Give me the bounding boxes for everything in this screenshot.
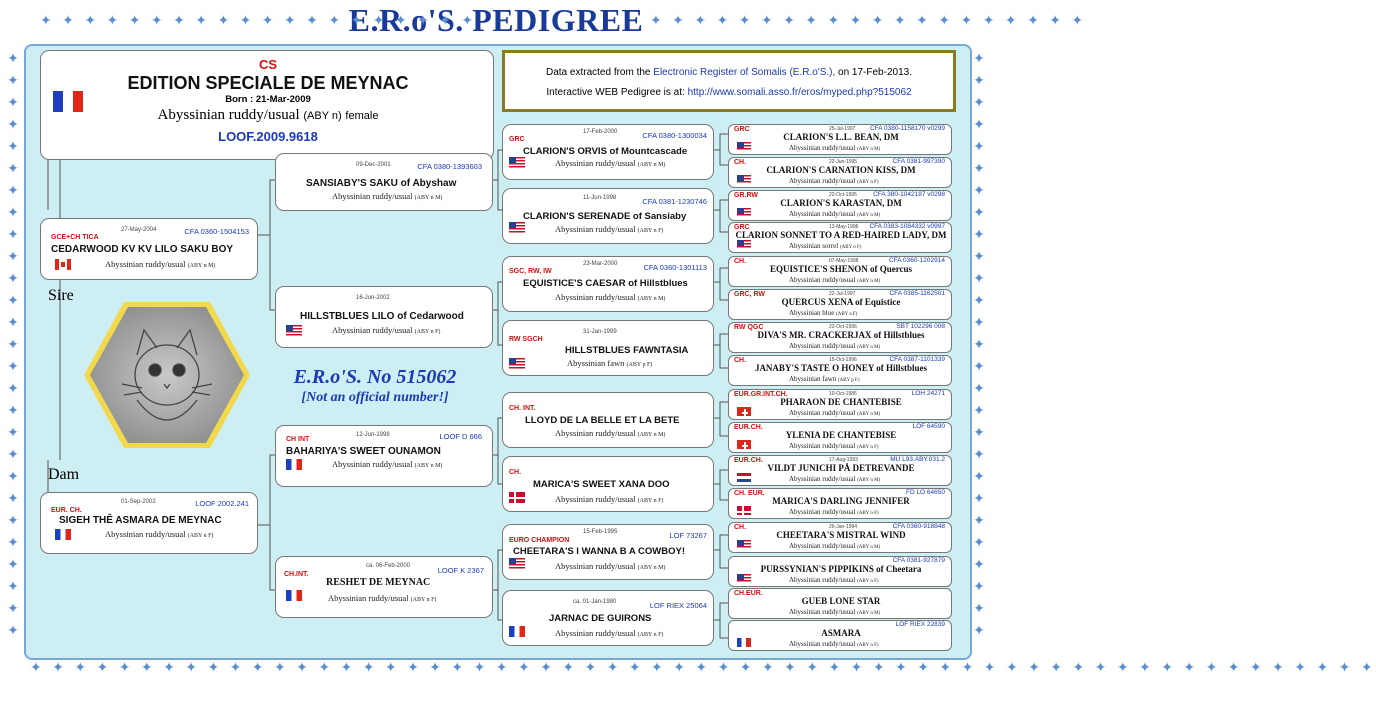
great-grandparent-card[interactable]: [502, 124, 714, 180]
left-ornament: ✦ ✦ ✦ ✦ ✦ ✦ ✦ ✦ ✦ ✦ ✦ ✦ ✦ ✦ ✦ ✦ ✦ ✦ ✦ ✦ ✦ ✦ ✦ ✦ ✦ ✦ ✦: [7, 51, 19, 639]
info-line-1: [505, 67, 953, 78]
breed: Abyssinian ruddy/usual (ABY n M): [555, 561, 666, 571]
breed: Abyssinian ruddy/usual (ABY n F): [555, 494, 664, 504]
birth-date: 26-Jan-1994: [829, 524, 858, 530]
breed: Abyssinian fawn (ABY p F): [567, 358, 653, 368]
header-ornament-right: ✦ ✦ ✦ ✦ ✦ ✦ ✦ ✦ ✦ ✦ ✦ ✦ ✦ ✦ ✦ ✦ ✦ ✦ ✦ ✦: [650, 13, 1087, 29]
dam-birth-date: 01-Sep-2002: [121, 499, 156, 505]
birth-date: 22-Oct-1996: [829, 324, 857, 330]
birth-date: 22-Oct-1995: [829, 192, 857, 198]
title: GRC: [509, 136, 525, 143]
birth-date: 15-Feb-1995: [583, 529, 618, 535]
switzerland-flag-icon: [737, 440, 751, 449]
birth-date: 11-Jun-1998: [583, 195, 617, 201]
cat-name: QUERCUS XENA of Equistice: [781, 297, 901, 307]
birth-date: ca. 06-Feb-2000: [366, 563, 411, 569]
breed: Abyssinian sorrel (ABY o F): [789, 242, 862, 250]
registration: LOOF D 666: [439, 432, 482, 441]
cat-name: GUEB LONE STAR: [801, 596, 881, 606]
sire-label: Sire: [48, 287, 74, 304]
breed: Abyssinian ruddy/usual (ABY n M): [789, 342, 881, 350]
breed: Abyssinian ruddy/usual (ABY n F): [555, 224, 664, 234]
ancestor-card[interactable]: [728, 289, 952, 320]
birth-date: 10-Oct-1986: [829, 391, 857, 397]
info-line1-suffix: on 17-Feb-2013.: [838, 67, 912, 78]
registration: LOF RIEX 22839: [895, 621, 945, 628]
cat-name: EQUISTICE'S SHENON of Quercus: [769, 264, 913, 274]
ancestor-card[interactable]: [728, 588, 952, 619]
cat-name: CLARION'S CARNATION KISS, DM: [766, 165, 916, 175]
ancestor-card[interactable]: [728, 488, 952, 519]
birth-date: ca. 01-Jan-1980: [573, 599, 617, 605]
sire-name: CEDARWOOD KV KV LILO SAKU BOY: [51, 244, 234, 255]
registration: CFA 0360-1301113: [643, 263, 707, 272]
cat-name: ASMARA: [821, 628, 861, 638]
cat-name: CLARION'S SERENADE of Sansiaby: [523, 211, 687, 222]
cat-name: CLARION'S ORVIS of Mountcascade: [523, 146, 688, 157]
dam-registration: LOOF 2002.241: [195, 499, 249, 508]
birth-date: 07-May-1998: [829, 258, 859, 264]
usa-flag-icon: [737, 540, 751, 549]
ancestor-card[interactable]: [728, 620, 952, 651]
great-grandparent-card[interactable]: [502, 456, 714, 512]
pedigree-title: E.R.o'S. PEDIGREE: [348, 2, 644, 38]
title: EUR.CH.: [734, 424, 763, 431]
france-flag-icon: [286, 590, 302, 601]
breed: Abyssinian blue (ABY a F): [789, 309, 858, 317]
dam-breed: Abyssinian ruddy/usual (ABY n F): [105, 529, 214, 539]
cat-name: PHARAON DE CHANTEBISE: [780, 397, 902, 407]
cat-name: JARNAC DE GUIRONS: [549, 613, 652, 624]
title: RW QGC: [734, 324, 764, 331]
birth-date: 12-Jun-1998: [356, 432, 390, 438]
breed: Abyssinian ruddy/usual (ABY n F): [555, 628, 664, 638]
title: CH. INT.: [509, 405, 536, 412]
sire-card[interactable]: [40, 218, 258, 280]
sire-breed: Abyssinian ruddy/usual (ABY n M): [105, 259, 216, 269]
birth-date: 17-Aug-1993: [829, 457, 858, 463]
breed: Abyssinian ruddy/usual (ABY n F): [789, 640, 879, 648]
info-line1-prefix: Data extracted from the: [546, 67, 651, 78]
denmark-flag-icon: [737, 506, 751, 515]
ancestor-card[interactable]: [728, 422, 952, 453]
title: CH.: [734, 258, 747, 265]
registration: CFA 0360-918848: [892, 523, 945, 530]
breed: Abyssinian fawn (ABY p F): [789, 375, 860, 383]
breed: Abyssinian ruddy/usual (ABY n M): [332, 191, 443, 201]
dam-card[interactable]: [40, 492, 258, 554]
france-flag-icon: [509, 626, 525, 637]
subject-ems: (ABY n): [303, 110, 342, 122]
grandparent-card[interactable]: [275, 153, 493, 211]
registration: CFA 0380-1300034: [642, 131, 707, 140]
info-line2-prefix: Interactive WEB Pedigree is at:: [546, 87, 685, 98]
subject-name: EDITION SPECIALE DE MEYNAC: [127, 73, 409, 93]
breed: Abyssinian ruddy/usual (ABY n M): [555, 428, 666, 438]
sire-title: GCE+CH TICA: [51, 234, 99, 241]
title: CH.: [509, 469, 522, 476]
france-flag-icon: [286, 459, 302, 470]
grandparent-card[interactable]: [275, 286, 493, 348]
usa-flag-icon: [509, 358, 525, 369]
ancestor-card[interactable]: [728, 222, 952, 253]
canada-flag-icon: [55, 259, 71, 270]
ancestor-card[interactable]: [728, 157, 952, 188]
birth-date: 13-May-1996: [829, 224, 859, 230]
birth-date: 16-Jun-2002: [356, 295, 390, 301]
grandparent-card[interactable]: [275, 425, 493, 487]
cat-photo: [82, 300, 252, 450]
birth-date: 31-Jan-1999: [583, 329, 617, 335]
title: EURO CHAMPION: [509, 537, 570, 544]
cat-name: CLARION'S KARASTAN, DM: [780, 198, 902, 208]
footer-ornament: ✦ ✦ ✦ ✦ ✦ ✦ ✦ ✦ ✦ ✦ ✦ ✦ ✦ ✦ ✦ ✦ ✦ ✦ ✦ ✦ ✦ ✦ ✦ ✦ ✦ ✦ ✦ ✦ ✦ ✦ ✦ ✦ ✦ ✦ ✦ ✦ ✦ ✦ ✦ ✦ ✦ ✦ ✦ ✦ ✦ ✦ ✦ ✦ ✦ ✦ ✦ ✦ ✦ ✦ ✦ ✦ ✦ ✦ ✦ ✦ ✦: [30, 660, 1376, 676]
dam-name: SIGEH THÊ ASMARA DE MEYNAC: [59, 515, 222, 526]
eros-link[interactable]: Electronic Register of Somalis (E.R.o'S.),: [653, 67, 836, 78]
subject-breed-line: [41, 107, 495, 124]
title: GRC: [734, 224, 750, 231]
registration: LOH 24271: [911, 390, 945, 397]
cat-name: HILLSTBLUES LILO of Cedarwood: [300, 311, 464, 322]
usa-flag-icon: [737, 574, 751, 583]
france-flag-icon: [737, 638, 751, 647]
title: CH.: [734, 524, 747, 531]
title: CH.: [734, 159, 747, 166]
usa-flag-icon: [737, 208, 751, 217]
birth-date: 22-Jul-1997: [829, 291, 856, 297]
title: EUR.GR.INT.CH.: [734, 391, 788, 398]
breed: Abyssinian ruddy/usual (ABY n M): [555, 158, 666, 168]
usa-flag-icon: [737, 240, 751, 249]
cat-name: HILLSTBLUES FAWNTASIA: [565, 345, 689, 356]
cat-name: CHEETARA'S MISTRAL WIND: [776, 530, 906, 540]
title: CH INT: [286, 436, 310, 443]
cat-name: MARICA'S DARLING JENNIFER: [772, 496, 910, 506]
cat-name: DIVA'S MR. CRACKERJAX of Hillstblues: [757, 330, 925, 340]
registration: CFA 0385-1162501: [889, 290, 945, 297]
registration: CFA 0381-1230746: [642, 197, 707, 206]
cat-name: SANSIABY'S SAKU of Abyshaw: [306, 178, 457, 189]
title: GR.RW: [734, 192, 758, 199]
registration: LOOF K 2367: [437, 566, 484, 575]
great-grandparent-card[interactable]: [502, 188, 714, 244]
registration: CFA 0381-927879: [892, 557, 945, 564]
registration: CFA 0380-1158170 v0299: [869, 125, 945, 132]
cat-name: BAHARIYA'S SWEET OUNAMON: [286, 446, 441, 457]
registration: CFA 380-1042187 v0298: [873, 191, 945, 198]
ancestor-card[interactable]: [728, 256, 952, 287]
title: CH. EUR.: [734, 490, 765, 497]
breed: Abyssinian ruddy/usual (ABY n F): [789, 442, 879, 450]
sire-birth-date: 27-May-2004: [121, 227, 157, 233]
subject-title: CS: [258, 57, 278, 72]
ancestor-card[interactable]: [728, 389, 952, 420]
breed: Abyssinian ruddy/usual (ABY n F): [789, 508, 879, 516]
usa-flag-icon: [737, 142, 751, 151]
france-flag-icon: [55, 529, 71, 540]
breed: Abyssinian ruddy/usual (ABY n F): [789, 576, 879, 584]
breed: Abyssinian ruddy/usual (ABY n M): [789, 409, 881, 417]
registration: CFA 0360-1202914: [888, 257, 945, 264]
cat-name: JANABY'S TASTE O HONEY of Hillstblues: [754, 363, 928, 373]
usa-flag-icon: [509, 222, 525, 233]
registration: LOF 64590: [912, 423, 945, 430]
title: CH.EUR.: [734, 590, 763, 597]
birth-date: 09-Dec-2001: [356, 162, 391, 168]
cat-name: PURSSYNIAN'S PIPPIKINS of Cheetara: [760, 564, 922, 574]
birth-date: 23-Mar-2000: [583, 261, 618, 267]
birth-date: 15-Oct-1996: [829, 357, 857, 363]
registration: CFA 0380-1393603: [417, 162, 482, 171]
birth-date: 17-Feb-2000: [583, 129, 618, 135]
registration: FD LO 64650: [905, 489, 945, 496]
great-grandparent-card[interactable]: [502, 590, 714, 646]
ancestor-card[interactable]: [728, 455, 952, 486]
cat-name: LLOYD DE LA BELLE ET LA BETE: [525, 415, 680, 426]
great-grandparent-card[interactable]: [502, 524, 714, 580]
title: CH.INT.: [284, 571, 309, 578]
breed: Abyssinian ruddy/usual (ABY n M): [789, 144, 881, 152]
registration: CFA 0383-1084332 v0997: [869, 223, 945, 230]
title: GRC: [734, 126, 750, 133]
cat-name: YLENIA DE CHANTEBISE: [785, 430, 897, 440]
denmark-flag-icon: [509, 492, 525, 503]
not-official-note: [Not an official number!]: [301, 390, 449, 405]
usa-flag-icon: [509, 558, 525, 569]
dam-title: EUR. CH.: [51, 507, 82, 514]
right-ornament: ✦ ✦ ✦ ✦ ✦ ✦ ✦ ✦ ✦ ✦ ✦ ✦ ✦ ✦ ✦ ✦ ✦ ✦ ✦ ✦ ✦ ✦ ✦ ✦ ✦ ✦ ✦: [973, 51, 985, 639]
grandparent-card[interactable]: [275, 556, 493, 618]
france-flag-icon: [53, 91, 83, 112]
ancestor-card[interactable]: [728, 322, 952, 353]
title: SGC, RW, IW: [509, 268, 552, 275]
ancestor-card[interactable]: [728, 355, 952, 386]
subject-breed: Abyssinian ruddy/usual: [157, 107, 300, 123]
breed: Abyssinian ruddy/usual (ABY n M): [789, 475, 881, 483]
web-pedigree-link[interactable]: http://www.somali.asso.fr/eros/myped.php?515062: [687, 87, 912, 98]
registration: SBT 102296 008: [896, 323, 945, 330]
breed: Abyssinian ruddy/usual (ABY n M): [332, 459, 443, 469]
title: EUR.CH.: [734, 457, 763, 464]
title: CH.: [734, 357, 747, 364]
usa-flag-icon: [737, 175, 751, 184]
subject-registration: LOOF.2009.9618: [218, 129, 318, 144]
great-grandparent-card[interactable]: [502, 320, 714, 376]
usa-flag-icon: [509, 157, 525, 168]
cat-name: EQUISTICE'S CAESAR of Hillstblues: [523, 278, 688, 289]
ancestor-card[interactable]: [728, 556, 952, 587]
breed: Abyssinian ruddy/usual (ABY n F): [328, 593, 437, 603]
eros-number: E.R.o'S. No 515062: [293, 366, 457, 388]
breed: Abyssinian ruddy/usual (ABY n M): [789, 276, 881, 284]
great-grandparent-card[interactable]: [502, 256, 714, 312]
info-box: [502, 50, 956, 112]
switzerland-flag-icon: [737, 407, 751, 416]
header-ornament-left: ✦ ✦ ✦ ✦ ✦ ✦ ✦ ✦ ✦ ✦ ✦ ✦ ✦ ✦ ✦ ✦ ✦ ✦ ✦ ✦: [40, 13, 477, 29]
dam-label: Dam: [48, 466, 80, 483]
title: RW SGCH: [509, 336, 543, 343]
title: GRC, RW: [734, 291, 765, 298]
cat-name: RESHET DE MEYNAC: [326, 577, 431, 588]
cat-name: MARICA'S SWEET XANA DOO: [533, 479, 670, 490]
subject-born: Born : 21-Mar-2009: [225, 94, 311, 105]
ancestor-card[interactable]: [728, 522, 952, 553]
breed: Abyssinian ruddy/usual (ABY n M): [555, 292, 666, 302]
cat-name: CLARION SONNET TO A RED-HAIRED LADY, DM: [735, 230, 947, 240]
cat-name: VILDT JUNICHI PÅ DETREVANDE: [767, 463, 915, 473]
registration: CFA 0387-1101339: [889, 356, 945, 363]
registration: MU L93.ABY.031.2: [890, 456, 945, 463]
sire-registration: CFA 0360-1504153: [184, 227, 249, 236]
great-grandparent-card[interactable]: [502, 392, 714, 448]
birth-date: 25-Jul-1997: [829, 126, 856, 132]
breed: Abyssinian ruddy/usual (ABY n M): [789, 542, 881, 550]
birth-date: 22-Jun-1995: [829, 159, 858, 165]
registration: LOF RIEX 25064: [649, 601, 707, 610]
ancestor-card[interactable]: [728, 190, 952, 221]
ancestor-card[interactable]: [728, 124, 952, 155]
breed: Abyssinian ruddy/usual (ABY n F): [789, 177, 879, 185]
registration: LOF 73267: [669, 531, 707, 540]
netherlands-flag-icon: [737, 473, 751, 482]
info-line-2: [505, 87, 953, 98]
registration: CFA 0381-997390: [892, 158, 945, 165]
cat-name: CHEETARA'S I WANNA B A COWBOY!: [513, 546, 686, 557]
usa-flag-icon: [286, 325, 302, 336]
breed: Abyssinian ruddy/usual (ABY n M): [789, 210, 881, 218]
subject-sex: female: [345, 110, 379, 122]
breed: Abyssinian ruddy/usual (ABY n M): [789, 608, 881, 616]
cat-name: CLARION'S L.L. BEAN, DM: [783, 132, 899, 142]
breed: Abyssinian ruddy/usual (ABY n F): [332, 325, 441, 335]
subject-card[interactable]: [40, 50, 494, 160]
